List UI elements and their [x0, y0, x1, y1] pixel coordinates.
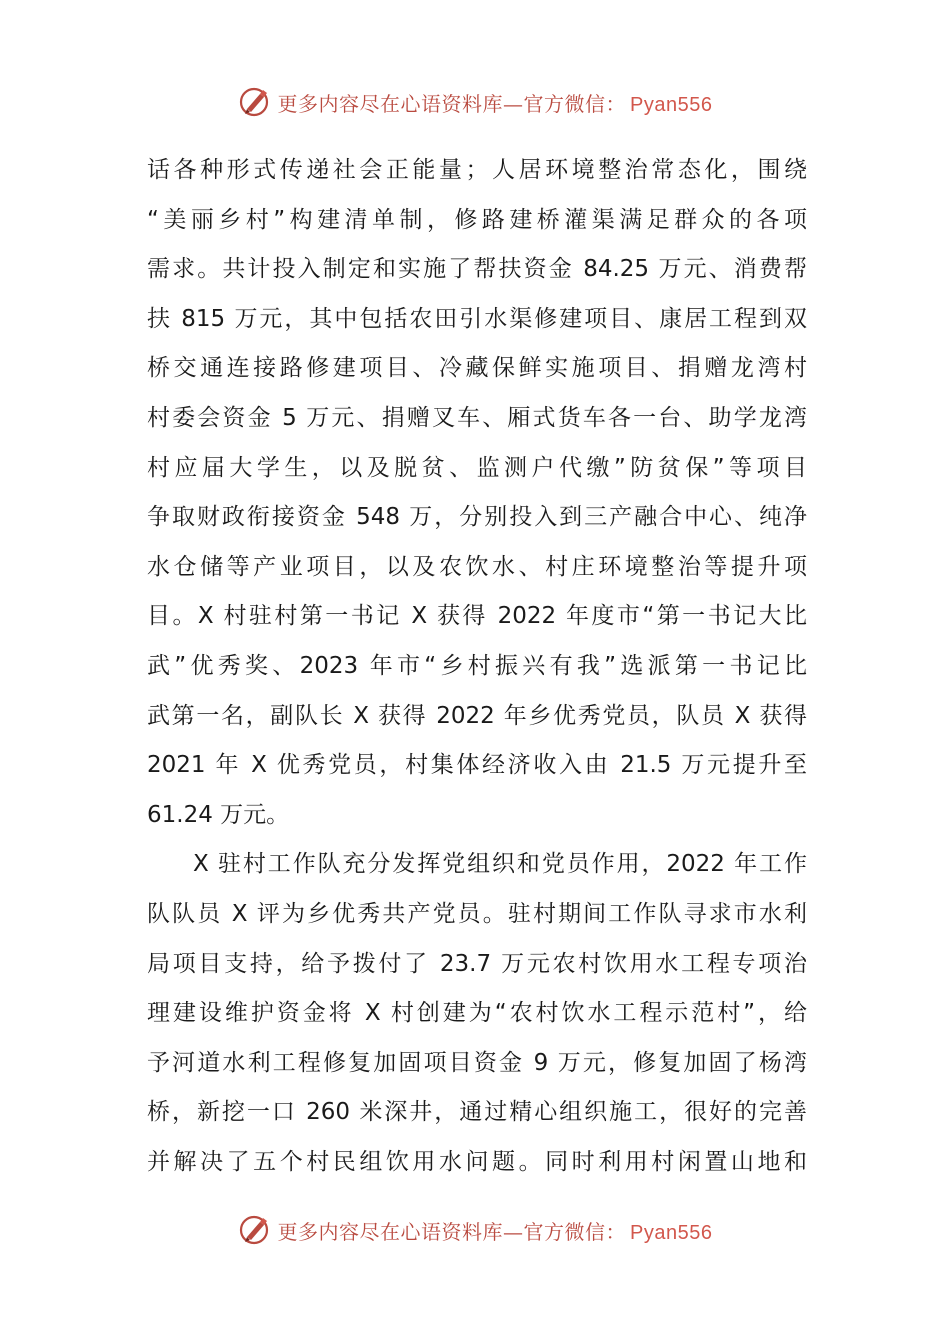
- header-watermark: [0, 82, 950, 122]
- text-line: 扶 815 万元，其中包括农田引水渠修建项目、康居工程到双: [147, 305, 807, 332]
- text-line: 桥，新挖一口 260 米深井，通过精心组织施工，很好的完善: [147, 1099, 807, 1126]
- text-line: 局项目支持，给予拨付了 23.7 万元农村饮用水工程专项治: [147, 950, 807, 977]
- text-line: 需求。共计投入制定和实施了帮扶资金 84.25 万元、消费帮: [147, 256, 807, 283]
- paragraph-2: [147, 840, 807, 1187]
- text-line: 队队员 X 评为乡优秀共产党员。驻村期间工作队寻求市水利: [147, 900, 807, 927]
- text-line: “美丽乡村”构建清单制，修路建桥灌渠满足群众的各项: [147, 206, 807, 233]
- text-line: 话各种形式传递社会正能量；人居环境整治常态化，围绕: [147, 157, 807, 183]
- text-line: X 驻村工作队充分发挥党组织和党员作用，2022 年工作: [193, 851, 807, 878]
- pen-logo-icon: [238, 85, 272, 119]
- text-line: 予河道水利工程修复加固项目资金 9 万元，修复加固了杨湾: [147, 1049, 807, 1076]
- text-line: 武第一名，副队长 X 获得 2022 年乡优秀党员，队员 X 获得: [147, 702, 807, 729]
- text-line: 桥交通连接路修建项目、冷藏保鲜实施项目、捐赠龙湾村: [147, 355, 807, 382]
- text-line: 并解决了五个村民组饮用水问题。同时利用村闲置山地和: [147, 1148, 807, 1175]
- pen-logo-icon: [238, 1213, 272, 1247]
- text-line: 争取财政衔接资金 548 万，分别投入到三产融合中心、纯净: [147, 504, 807, 531]
- text-line: 村委会资金 5 万元、捐赠叉车、厢式货车各一台、助学龙湾: [147, 404, 807, 431]
- text-line: 2021 年 X 优秀党员，村集体经济收入由 21.5 万元提升至: [147, 752, 807, 779]
- text-line: 理建设维护资金将 X 村创建为“农村饮水工程示范村”，给: [147, 1000, 807, 1027]
- document-body: [147, 146, 807, 1187]
- text-line: 村应届大学生，以及脱贫、监测户代缴”防贫保”等项目: [147, 454, 807, 481]
- text-line: 目。X 村驻村第一书记 X 获得 2022 年度市“第一书记大比: [147, 603, 807, 630]
- paragraph-1: [147, 146, 807, 840]
- text-line: 水仓储等产业项目，以及农饮水、村庄环境整治等提升项: [147, 553, 807, 580]
- footer-watermark: [0, 1210, 950, 1250]
- text-line: 武”优秀奖、2023 年市“乡村振兴有我”选派第一书记比: [147, 652, 807, 679]
- watermark-text: 更多内容尽在心语资料库—官方微信： Pyan556: [277, 1219, 713, 1244]
- text-line: 61.24 万元。: [147, 801, 290, 828]
- watermark-text: 更多内容尽在心语资料库—官方微信： Pyan556: [277, 91, 713, 116]
